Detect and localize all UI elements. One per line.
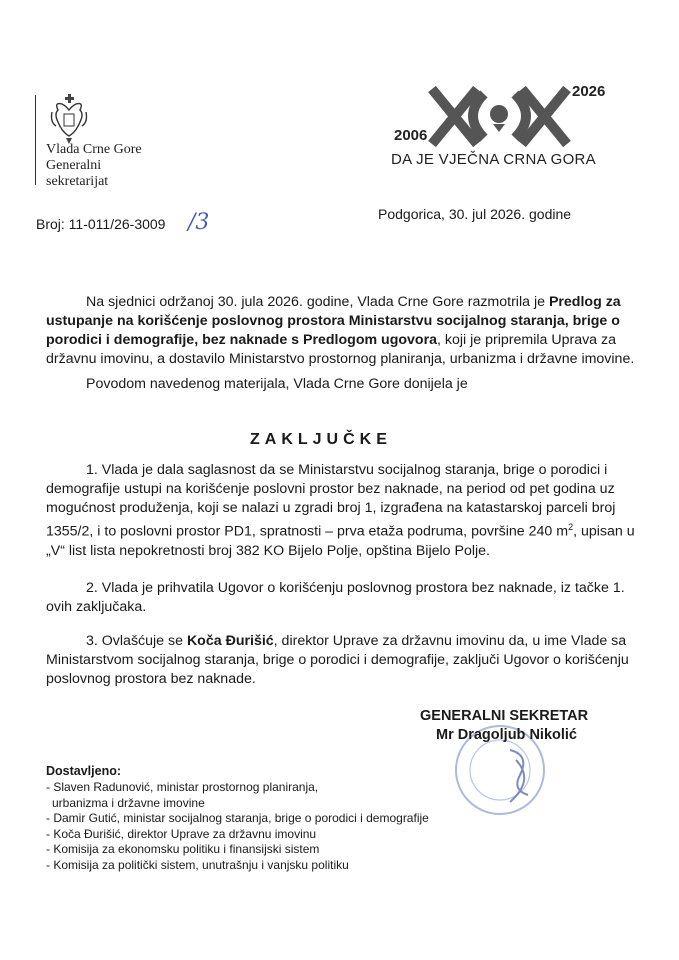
conclusion-3 [46, 632, 646, 689]
list-item: - Damir Gutić, ministar socijalnog staranja, brige o porodici i demografije [46, 811, 429, 825]
conclusion-3-text-a: 3. Ovlašćuje se [86, 633, 187, 649]
intro-paragraph [46, 293, 651, 369]
anniversary-logo [392, 74, 612, 189]
list-item: - Komisija za ekonomsku politiku i finansijski sistem [46, 842, 320, 856]
conclusion-3-bold: Koča Đurišić [186, 633, 274, 649]
document-title: ZAKLJUČKE [250, 431, 392, 448]
list-item: - Koča Đurišić, direktor Uprave za državnu imovinu [46, 826, 317, 841]
distribution-list [46, 780, 429, 873]
organization-name [46, 142, 142, 190]
conclusion-2-text: 2. Vlada je prihvatila Ugovor o korišćenju poslovnog prostora bez naknade, iz tačke 1. ovih zaključaka. [46, 580, 625, 615]
intro-text-1: Na sjednici održanoj 30. jula 2026. godine, Vlada Crne Gore razmotrila je [86, 294, 549, 310]
conclusion-1-text-b: , upisan u „V“ list lista nepokretnosti broj 382 KO Bijelo Polje, opština Bijelo Polje. [46, 523, 635, 559]
org-line-3: sekretarijat [46, 174, 109, 189]
anniversary-end-year: 2026 [572, 83, 606, 100]
conclusion-1 [46, 461, 646, 561]
org-line-2: Generalni [46, 158, 102, 173]
conclusion-2 [46, 579, 646, 617]
list-item: - Slaven Radunović, ministar prostornog planiranja, [46, 780, 319, 794]
anniversary-slogan: DA JE VJEČNA CRNA GORA [391, 151, 596, 168]
anniversary-start-year: 2006 [394, 127, 428, 144]
intro-bold: Predlog za ustupanje na korišćenje poslovnog prostora Ministarstvu socijalnog staranja, brige o porodici i demografije, bez naknade s Predlogom ugovora [46, 294, 621, 348]
signer-title: GENERALNI SEKRETAR [420, 708, 589, 724]
intro-text-2: , koji je pripremila Uprava za državnu imovinu, a dostavilo Ministarstvo prostornog planiranja, urbanizma i državne imovine. [46, 332, 635, 367]
header-divider [35, 95, 36, 185]
conclusion-1-text-a: 1. Vlada je dala saglasnost da se Ministarstvu socijalnog staranja, brige o porodici i demografije ustupi na korišćenje poslovni prostor bez naknade, na period od pet godina uz mogućnost produženja, koji se nalazi u zgradi broj 1, izgrađena na katastarskoj parceli broj 1355/2, i to poslovni prostor PD1, spratnosti – prva etaža podruma, površine 240 m [46, 462, 616, 540]
list-item: - Komisija za politički sistem, unutrašnju i vanjsku politiku [46, 857, 349, 872]
org-line-1: Vlada Crne Gore [46, 142, 142, 157]
conclusion-3-text-b: , direktor Uprave za državnu imovinu da, u ime Vlade sa Ministarstvom socijalnog staranja, brige o porodici i demografije, zaključi Ugovor o korišćenju poslovnog prostora bez naknade. [46, 633, 629, 687]
place-date: Podgorica, 30. jul 2026. godine [378, 206, 572, 222]
reference-number: Broj: 11-011/26-3009 [36, 216, 166, 232]
list-item: urbanizma i državne imovine [52, 795, 205, 810]
conclusion-1-sup: 2 [568, 522, 574, 532]
signer-name: Mr Dragoljub Nikolić [436, 727, 577, 743]
intro-paragraph-2: Povodom navedenog materijala, Vlada Crne Gore donijela je [86, 376, 468, 392]
handwritten-reference: /3 [188, 210, 210, 235]
distribution-heading: Dostavljeno: [46, 764, 122, 778]
